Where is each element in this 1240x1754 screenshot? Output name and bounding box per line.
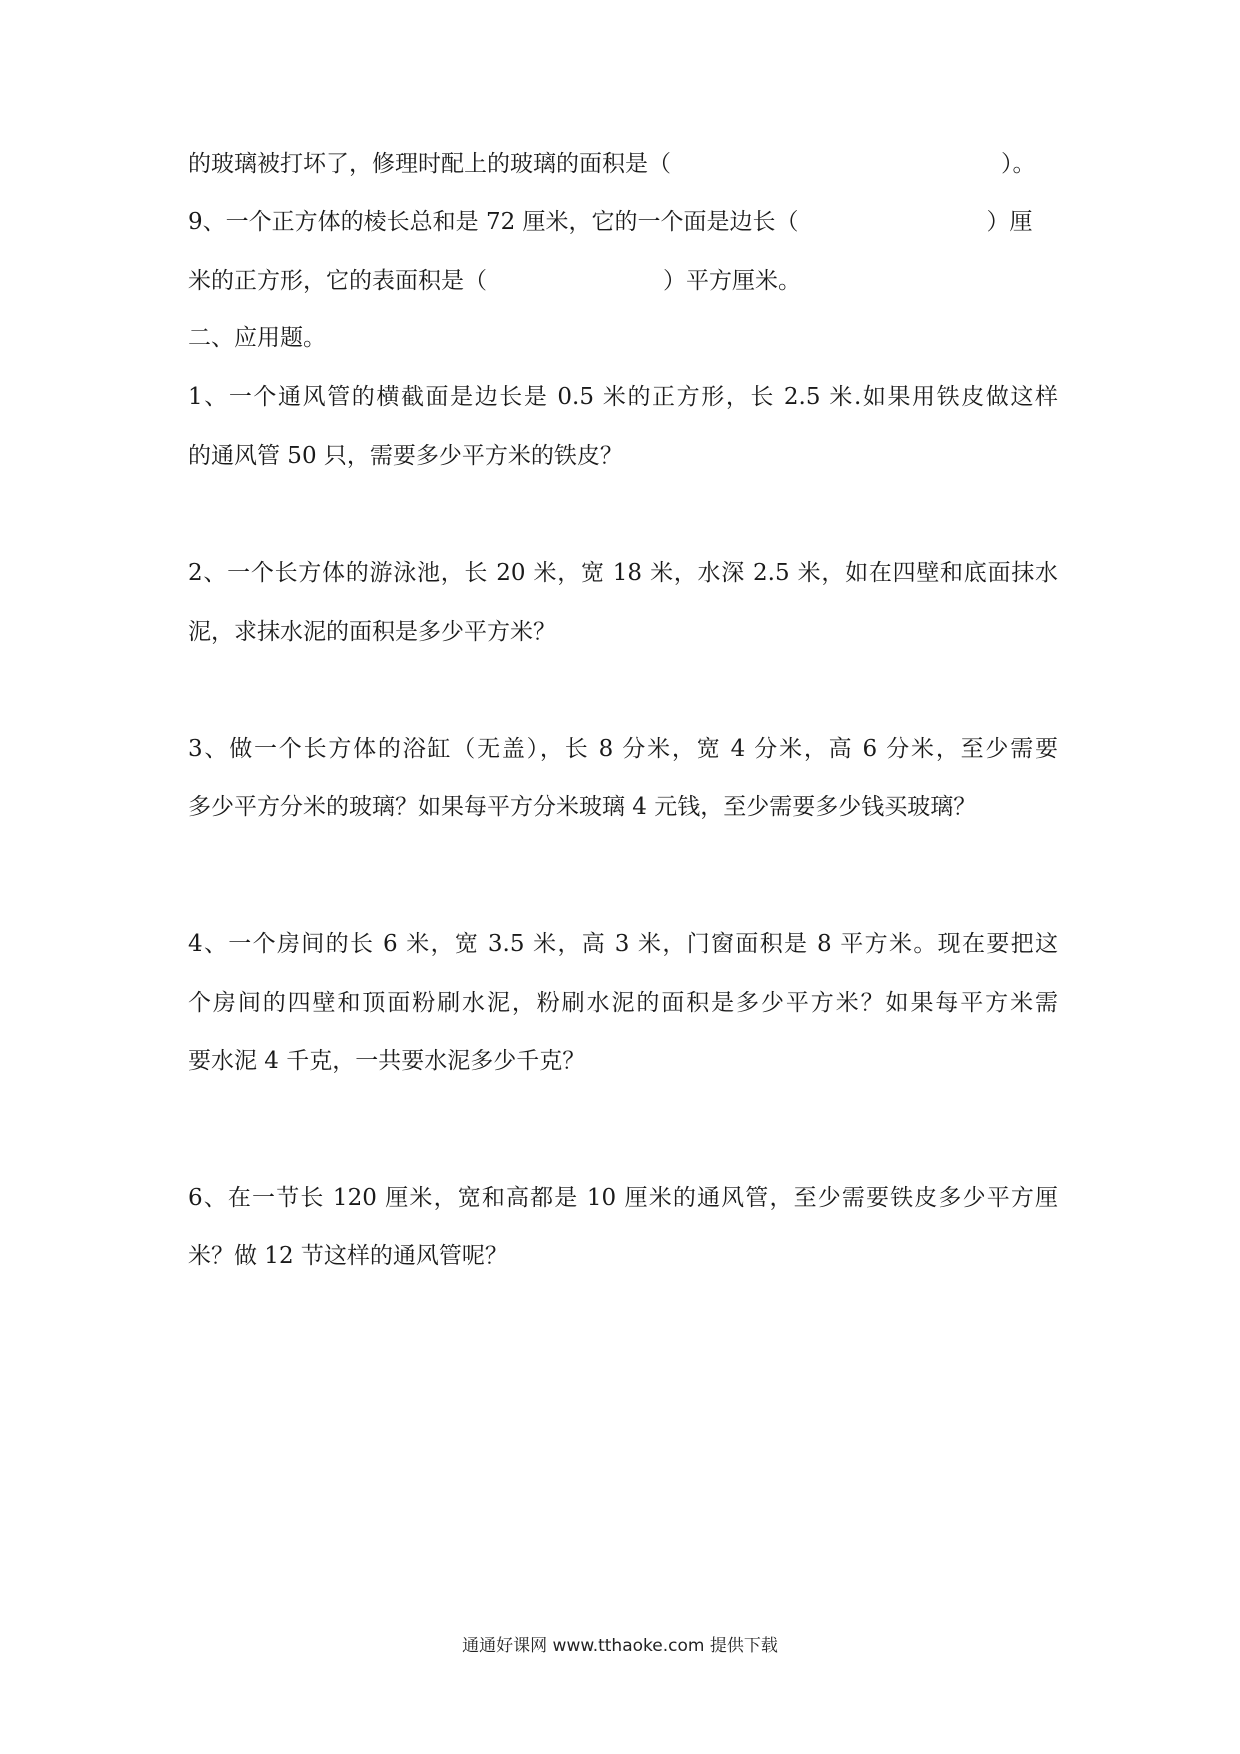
problem-2-line-2: 泥，求抹水泥的面积是多少平方米？ bbox=[188, 619, 556, 645]
q9-text-1-end: ）厘 bbox=[986, 209, 1033, 235]
problem-6-line-2: 米？做 12 节这样的通风管呢？ bbox=[188, 1243, 508, 1269]
problem-6-line-1: 6、在一节长 120 厘米，宽和高都是 10 厘米的通风管，至少需要铁皮多少平方厘 bbox=[188, 1185, 1058, 1211]
problem-3-line-2: 多少平方分米的玻璃？如果每平方分米玻璃 4 元钱，至少需要多少钱买玻璃？ bbox=[188, 794, 977, 820]
section-title: 二、应用题。 bbox=[188, 325, 326, 351]
q9-text-2: 米的正方形，它的表面积是（ bbox=[188, 268, 487, 294]
footer-credit: 通通好课网 www.tthaoke.com 提供下载 bbox=[462, 1636, 778, 1656]
problem-2-line-1: 2、一个长方体的游泳池，长 20 米，宽 18 米，水深 2.5 米，如在四壁和底面抹水 bbox=[188, 560, 1058, 586]
problem-1-line-2: 的通风管 50 只，需要多少平方米的铁皮？ bbox=[188, 443, 623, 469]
continuation-text: 的玻璃被打坏了，修理时配上的玻璃的面积是（ bbox=[188, 151, 671, 177]
problem-4-line-2: 个房间的四壁和顶面粉刷水泥，粉刷水泥的面积是多少平方米？如果每平方米需 bbox=[188, 990, 1058, 1016]
q9-line-2 bbox=[188, 265, 1058, 297]
continuation-line bbox=[188, 148, 1058, 180]
continuation-end: ）。 bbox=[1001, 151, 1036, 177]
q9-line-1 bbox=[188, 206, 1058, 238]
problem-4-line-3: 要水泥 4 千克，一共要水泥多少千克？ bbox=[188, 1048, 586, 1074]
q9-text-1: 9、一个正方体的棱长总和是 72 厘米，它的一个面是边长（ bbox=[188, 209, 799, 235]
problem-3-line-1: 3、做一个长方体的浴缸（无盖），长 8 分米，宽 4 分米，高 6 分米，至少需要 bbox=[188, 736, 1058, 762]
problem-1-line-1: 1、一个通风管的横截面是边长是 0.5 米的正方形，长 2.5 米.如果用铁皮做这样 bbox=[188, 384, 1058, 410]
q9-text-2-end: ）平方厘米。 bbox=[663, 268, 801, 294]
problem-4-line-1: 4、一个房间的长 6 米，宽 3.5 米，高 3 米，门窗面积是 8 平方米。现在要把这 bbox=[188, 931, 1058, 957]
